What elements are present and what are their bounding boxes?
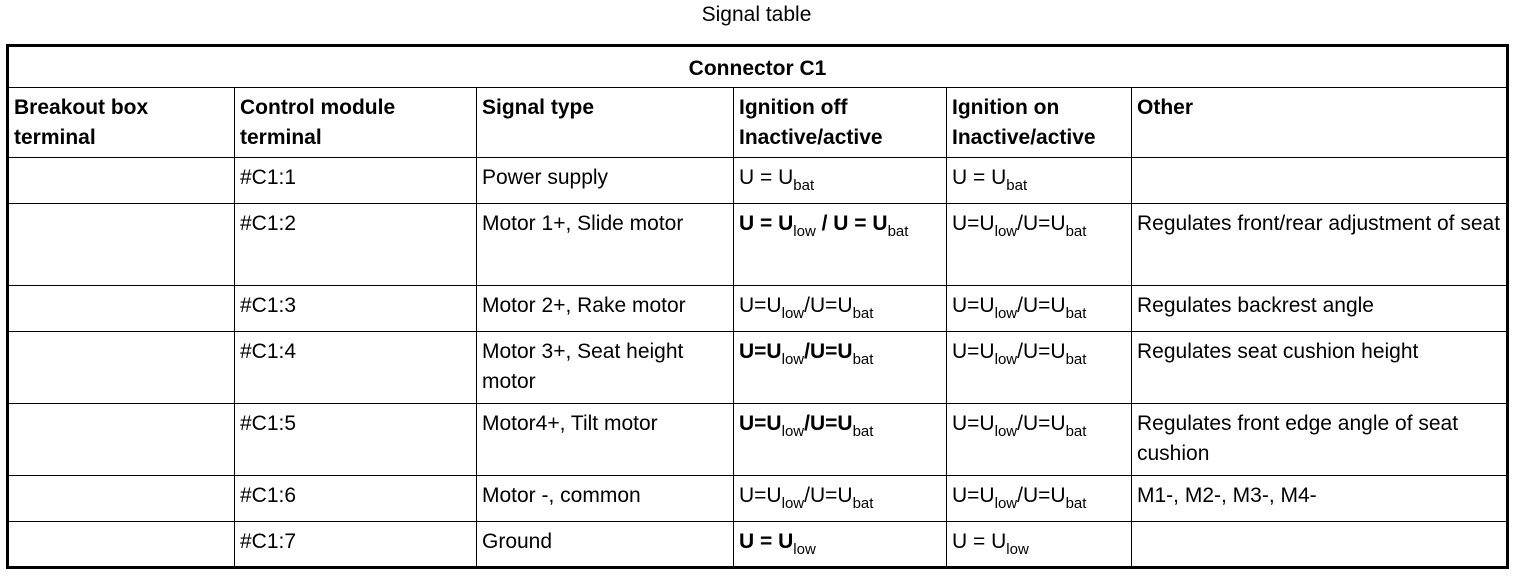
voltage-subscript: low (781, 423, 805, 440)
voltage-value (739, 530, 816, 558)
header-line: terminal (14, 126, 96, 149)
voltage-subscript: low (793, 223, 816, 240)
ignition-on-cell (947, 204, 1132, 286)
voltage-text: U = U (952, 166, 1007, 189)
voltage-value (952, 484, 1087, 512)
ignition-on-cell (947, 522, 1132, 568)
connector-row (8, 46, 1508, 88)
voltage-text: /U=U (1017, 294, 1066, 317)
voltage-text: U = U (952, 530, 1007, 553)
voltage-subscript: bat (852, 305, 874, 322)
signal-type-cell: Motor -, common (477, 476, 734, 522)
header-line: Other (1137, 96, 1194, 119)
voltage-subscript: low (781, 495, 805, 512)
header-line: terminal (240, 126, 322, 149)
header-ignition-on (947, 88, 1132, 158)
header-line: Inactive/active (739, 126, 883, 149)
control-module-terminal-cell: #C1:4 (235, 332, 477, 404)
header-breakout-terminal (8, 88, 235, 158)
control-module-terminal-cell: #C1:7 (235, 522, 477, 568)
header-other (1132, 88, 1508, 158)
table-row (8, 476, 1508, 522)
breakout-terminal-cell (8, 522, 235, 568)
control-module-terminal-cell: #C1:2 (235, 204, 477, 286)
voltage-text: /U=U (804, 412, 853, 435)
header-control-module-terminal (235, 88, 477, 158)
ignition-off-cell (734, 332, 947, 404)
other-cell: Regulates front/rear adjustment of seat (1132, 204, 1508, 286)
voltage-text: U=U (952, 340, 995, 363)
signal-type-cell: Ground (477, 522, 734, 568)
breakout-terminal-cell (8, 476, 235, 522)
breakout-terminal-cell (8, 204, 235, 286)
voltage-value (952, 294, 1087, 322)
breakout-terminal-cell (8, 286, 235, 332)
ignition-on-cell (947, 286, 1132, 332)
voltage-text: /U=U (1017, 340, 1066, 363)
control-module-terminal-cell: #C1:5 (235, 404, 477, 476)
voltage-value (739, 340, 874, 368)
voltage-subscript: low (994, 223, 1018, 240)
voltage-value (952, 412, 1087, 440)
table-row (8, 158, 1508, 204)
signal-table (6, 44, 1509, 569)
voltage-text: /U=U (804, 294, 853, 317)
voltage-text: U=U (952, 484, 995, 507)
breakout-terminal-cell (8, 158, 235, 204)
voltage-text: U=U (739, 412, 782, 435)
voltage-text: U=U (952, 412, 995, 435)
voltage-text: U = U (739, 166, 794, 189)
voltage-text: U=U (952, 212, 995, 235)
ignition-off-cell (734, 404, 947, 476)
ignition-on-cell (947, 332, 1132, 404)
header-line: Ignition off (739, 96, 848, 119)
other-cell (1132, 522, 1508, 568)
voltage-text: /U=U (1017, 484, 1066, 507)
header-line: Ignition on (952, 96, 1060, 119)
voltage-value (952, 530, 1029, 558)
other-cell: Regulates seat cushion height (1132, 332, 1508, 404)
ignition-off-cell (734, 158, 947, 204)
signal-type-cell: Motor 1+, Slide motor (477, 204, 734, 286)
header-row (8, 88, 1508, 158)
voltage-text: U=U (952, 294, 995, 317)
table-caption: Signal table (701, 3, 812, 26)
voltage-subscript: bat (852, 495, 874, 512)
voltage-value (739, 294, 874, 322)
voltage-subscript: bat (793, 177, 815, 194)
voltage-subscript: bat (1065, 351, 1087, 368)
header-ignition-off (734, 88, 947, 158)
voltage-subscript: low (1006, 541, 1029, 558)
voltage-subscript: bat (1065, 305, 1087, 322)
voltage-subscript: bat (1065, 423, 1087, 440)
table-row (8, 522, 1508, 568)
voltage-subscript: low (994, 351, 1018, 368)
voltage-text: U = U (739, 530, 794, 553)
table-row (8, 204, 1508, 286)
voltage-value (739, 484, 874, 512)
voltage-subscript: low (781, 305, 805, 322)
ignition-on-cell (947, 404, 1132, 476)
voltage-subscript: low (994, 423, 1018, 440)
voltage-text: /U=U (1017, 412, 1066, 435)
voltage-subscript: bat (852, 423, 874, 440)
control-module-terminal-cell: #C1:6 (235, 476, 477, 522)
voltage-text: U = U (739, 212, 794, 235)
voltage-subscript: bat (887, 223, 909, 240)
table-row (8, 332, 1508, 404)
voltage-subscript: bat (852, 351, 874, 368)
header-signal-type (477, 88, 734, 158)
ignition-off-cell (734, 522, 947, 568)
control-module-terminal-cell: #C1:3 (235, 286, 477, 332)
other-cell: Regulates front edge angle of seat cushion (1132, 404, 1508, 476)
signal-type-cell: Motor4+, Tilt motor (477, 404, 734, 476)
voltage-value (952, 340, 1087, 368)
voltage-subscript: bat (1065, 495, 1087, 512)
ignition-off-cell (734, 476, 947, 522)
ignition-on-cell (947, 158, 1132, 204)
header-line: Signal type (482, 96, 595, 119)
voltage-value (952, 166, 1028, 194)
other-cell: M1-, M2-, M3-, M4- (1132, 476, 1508, 522)
header-line: Control module (240, 96, 396, 119)
signal-type-cell: Power supply (477, 158, 734, 204)
breakout-terminal-cell (8, 404, 235, 476)
control-module-terminal-cell: #C1:1 (235, 158, 477, 204)
voltage-text: /U=U (1017, 212, 1066, 235)
voltage-subscript: low (781, 351, 805, 368)
voltage-text: U=U (739, 484, 782, 507)
header-line: Inactive/active (952, 126, 1096, 149)
voltage-subscript: low (994, 495, 1018, 512)
voltage-subscript: low (994, 305, 1018, 322)
voltage-value (739, 212, 909, 240)
ignition-off-cell (734, 204, 947, 286)
signal-type-cell: Motor 3+, Seat height motor (477, 332, 734, 404)
ignition-on-cell (947, 476, 1132, 522)
signal-type-cell: Motor 2+, Rake motor (477, 286, 734, 332)
voltage-text: /U=U (804, 340, 853, 363)
voltage-text: U=U (739, 294, 782, 317)
voltage-value (739, 412, 874, 440)
breakout-terminal-cell (8, 332, 235, 404)
voltage-value (739, 166, 815, 194)
other-cell: Regulates backrest angle (1132, 286, 1508, 332)
voltage-text: /U=U (804, 484, 853, 507)
voltage-value (952, 212, 1087, 240)
header-line: Breakout box (14, 96, 149, 119)
ignition-off-cell (734, 286, 947, 332)
voltage-subscript: bat (1006, 177, 1028, 194)
connector-title: Connector C1 (8, 46, 1508, 88)
voltage-text: / U = U (815, 212, 888, 235)
voltage-text: U=U (739, 340, 782, 363)
voltage-subscript: low (793, 541, 816, 558)
table-row (8, 404, 1508, 476)
other-cell (1132, 158, 1508, 204)
table-row (8, 286, 1508, 332)
voltage-subscript: bat (1065, 223, 1087, 240)
